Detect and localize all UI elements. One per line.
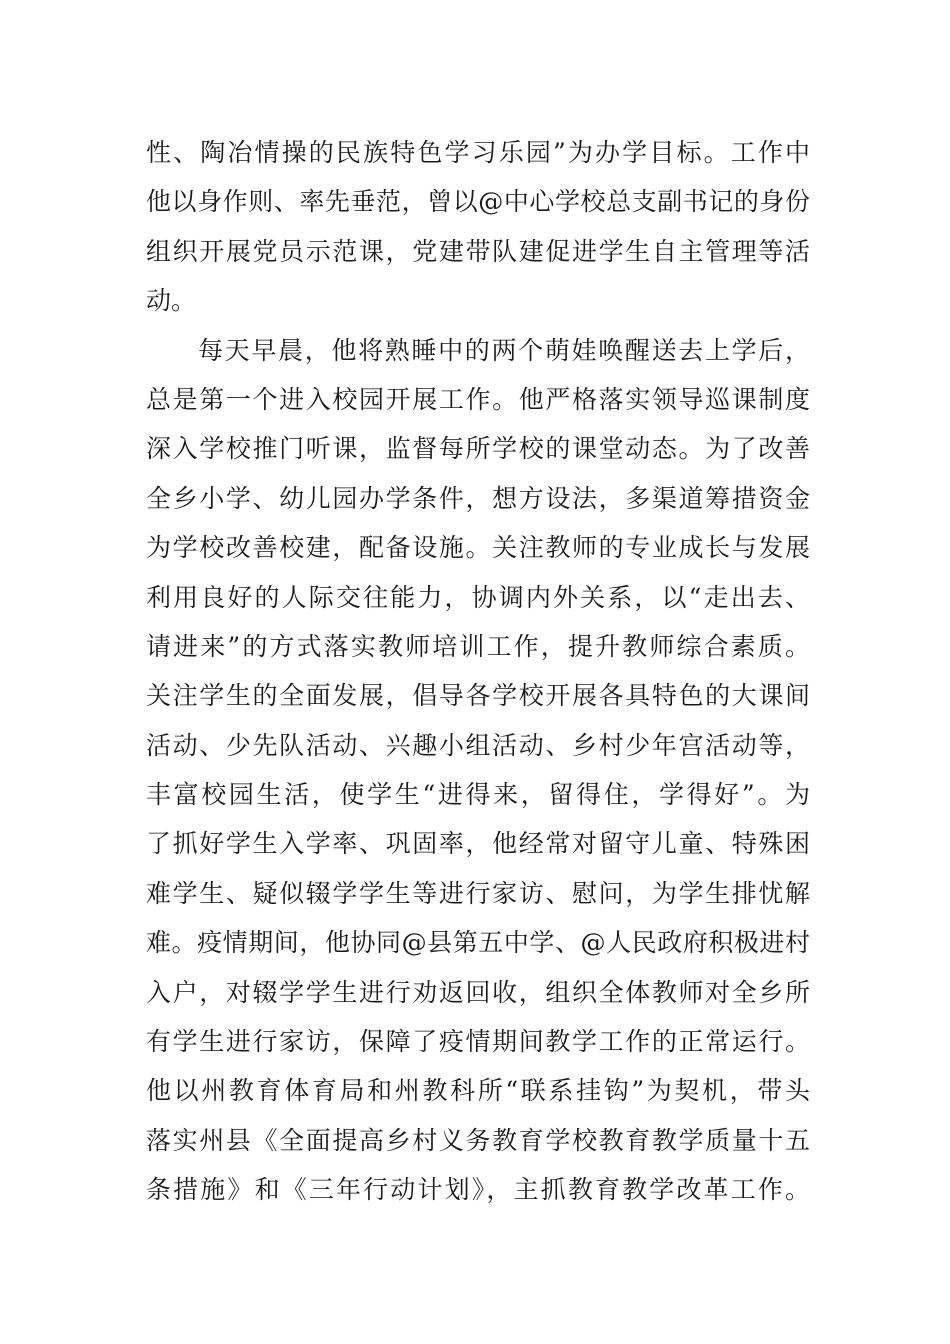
text-line: 他以州教育体育局和州教科所“联系挂钩”为契机，带头: [146, 1076, 810, 1106]
text-line: 请进来”的方式落实教师培训工作，提升教师综合素质。: [146, 631, 810, 661]
text-line: 他以身作则、率先垂范，曾以@中心学校总支副书记的身份: [146, 187, 810, 217]
text-line: 动。: [146, 286, 197, 316]
body-text: [146, 128, 810, 1215]
text-line: 性、陶冶情操的民族特色学习乐园”为办学目标。工作中: [146, 138, 810, 167]
text-line: 为学校改善校建，配备设施。关注教师的专业成长与发展: [146, 533, 810, 563]
text-line: 难。疫情期间，他协同@县第五中学、@人民政府积极进村: [146, 928, 810, 958]
text-line: 活动、少先队活动、兴趣小组活动、乡村少年宫活动等，: [146, 730, 810, 760]
text-line: 关注学生的全面发展，倡导各学校开展各具特色的大课间: [146, 681, 810, 711]
text-line: 丰富校园生活，使学生“进得来，留得住，学得好”。为: [146, 780, 810, 810]
text-line: 有学生进行家访，保障了疫情期间教学工作的正常运行。: [146, 1027, 810, 1057]
text-line: 利用良好的人际交往能力，协调内外关系，以“走出去、: [146, 582, 810, 612]
text-line: 组织开展党员示范课，党建带队建促进学生自主管理等活: [146, 236, 810, 266]
text-line: 总是第一个进入校园开展工作。他严格落实领导巡课制度: [146, 384, 810, 414]
text-line: 深入学校推门听课，监督每所学校的课堂动态。为了改善: [146, 434, 810, 464]
paragraph-first-line: 每天早晨，他将熟睡中的两个萌娃唤醒送去上学后，: [198, 335, 810, 365]
text-line: 条措施》和《三年行动计划》，主抓教育教学改革工作。: [146, 1175, 810, 1205]
text-line: 难学生、疑似辍学学生等进行家访、慰问，为学生排忧解: [146, 878, 810, 908]
text-line: 落实州县《全面提高乡村义务教育学校教育教学质量十五: [146, 1125, 810, 1155]
text-line: 入户，对辍学学生进行劝返回收，组织全体教师对全乡所: [146, 977, 810, 1007]
text-line: 了抓好学生入学率、巩固率，他经常对留守儿童、特殊困: [146, 829, 810, 859]
text-line: 全乡小学、幼儿园办学条件，想方设法，多渠道筹措资金: [146, 483, 810, 513]
